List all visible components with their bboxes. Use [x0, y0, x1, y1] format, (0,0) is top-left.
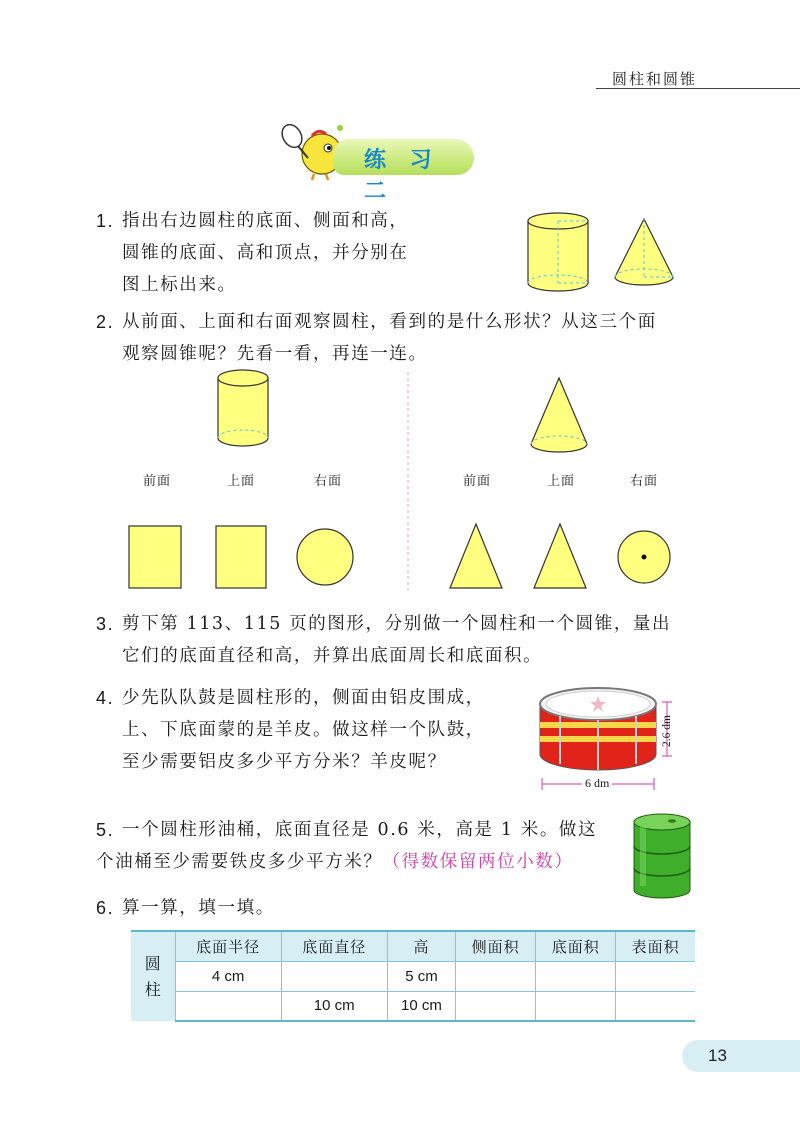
header-diameter: 底面直径: [281, 931, 387, 961]
header-radius: 底面半径: [175, 931, 281, 961]
cone-apex-dot: [642, 555, 647, 560]
table-cell[interactable]: [456, 961, 536, 991]
table-cell[interactable]: 5 cm: [387, 961, 455, 991]
header-surface-area: 表面积: [616, 931, 695, 961]
table-side-label: 圆 柱: [131, 931, 175, 1021]
q1-cone: [615, 219, 673, 285]
q1-shapes-figure: [520, 205, 690, 300]
left-view-top-label: 上面: [227, 474, 256, 489]
drum-width-label: 6 dm: [582, 776, 612, 791]
cylinder-table: [131, 930, 695, 1022]
table-cell[interactable]: [616, 991, 695, 1021]
header-lateral-area: 侧面积: [456, 931, 536, 961]
drum-icon: [540, 688, 656, 770]
table-cell[interactable]: [616, 961, 695, 991]
question-2-line-2: 观察圆锥呢？先看一看，再连一连。: [122, 344, 428, 364]
question-5-line-2: 个油桶至少需要铁皮多少平方米？: [96, 852, 383, 872]
question-5-note: （得数保留两位小数）: [382, 852, 574, 872]
exercise-title: 练 习 二: [364, 148, 440, 204]
question-6-line-1: 算一算，填一填。: [122, 898, 275, 918]
oil-drum-icon: [630, 812, 694, 902]
question-3-line-1: 剪下第 113、115 页的图形，分别做一个圆柱和一个圆锥，量出: [122, 614, 672, 634]
question-5-line-1: 一个圆柱形油桶，底面直径是 0.6 米，高是 1 米。做这: [122, 820, 598, 840]
question-5: 5. 一个圆柱形油桶，底面直径是 0.6 米，高是 1 米。做这 个油桶至少需要铁皮多少平方米？（得数保留两位小数）: [96, 814, 597, 878]
left-rectangle-option-2[interactable]: [216, 526, 266, 588]
right-view-top-label: 上面: [547, 474, 576, 489]
q2-views-figure: [0, 368, 800, 598]
table-cell[interactable]: [536, 991, 616, 1021]
right-view-right-label: 右面: [630, 474, 659, 489]
table-header-row: [131, 931, 695, 961]
right-triangle-option-2[interactable]: [534, 524, 586, 588]
table-cell[interactable]: [536, 961, 616, 991]
question-1: 1. 指出右边圆柱的底面、侧面和高， 圆锥的底面、高和顶点，并分别在 图上标出来。: [96, 205, 409, 301]
question-1-line-1: 指出右边圆柱的底面、侧面和高，: [122, 211, 409, 231]
left-circle-option[interactable]: [297, 529, 353, 585]
question-4-line-1: 少先队队鼓是圆柱形的，侧面由铝皮围成，: [122, 688, 485, 708]
header-height: 高: [387, 931, 455, 961]
table-cell[interactable]: [281, 961, 387, 991]
question-1-line-2: 圆锥的底面、高和顶点，并分别在: [122, 243, 409, 263]
question-3: 3. 剪下第 113、115 页的图形，分别做一个圆柱和一个圆锥，量出 它们的底面直径和高，并算出底面周长和底面积。: [96, 608, 671, 672]
page-number: 13: [708, 1046, 727, 1065]
left-rectangle-option-1[interactable]: [129, 526, 181, 588]
table-cell[interactable]: [456, 991, 536, 1021]
question-1-line-3: 图上标出来。: [122, 275, 237, 295]
table-cell[interactable]: 10 cm: [281, 991, 387, 1021]
chapter-title: 圆柱和圆锥: [612, 70, 698, 88]
page-number-tab: [682, 1040, 800, 1072]
left-view-right-label: 右面: [314, 474, 343, 489]
left-view-front-label: 前面: [143, 474, 172, 489]
exercise-banner: [334, 133, 474, 204]
table-cell[interactable]: 10 cm: [387, 991, 455, 1021]
table-cell[interactable]: 4 cm: [175, 961, 281, 991]
q1-cylinder: [528, 213, 588, 291]
q2-cone: [531, 378, 587, 452]
question-6: 6. 算一算，填一填。: [96, 892, 275, 924]
table-row: [131, 961, 695, 991]
question-4-line-3: 至少需要铝皮多少平方分米？羊皮呢？: [122, 752, 447, 772]
header-base-area: 底面积: [536, 931, 616, 961]
question-4: 4. 少先队队鼓是圆柱形的，侧面由铝皮围成， 上、下底面蒙的是羊皮。做这样一个队鼓， 至少需要铝皮多少平方分米？羊皮呢？: [96, 682, 485, 778]
table-cell[interactable]: [175, 991, 281, 1021]
table-row: [131, 991, 695, 1021]
question-2-line-1: 从前面、上面和右面观察圆柱，看到的是什么形状？从这三个面: [122, 312, 657, 332]
right-view-front-label: 前面: [463, 474, 492, 489]
header-divider: [596, 88, 800, 89]
question-4-line-2: 上、下底面蒙的是羊皮。做这样一个队鼓，: [122, 720, 485, 740]
question-2: 2. 从前面、上面和右面观察圆柱，看到的是什么形状？从这三个面 观察圆锥呢？先看一看，再连一连。: [96, 306, 657, 370]
drum-height-label: 2.6 dm: [661, 715, 673, 747]
right-triangle-option-1[interactable]: [450, 524, 502, 588]
q2-cylinder: [218, 370, 268, 446]
question-3-line-2: 它们的底面直径和高，并算出底面周长和底面积。: [122, 646, 543, 666]
